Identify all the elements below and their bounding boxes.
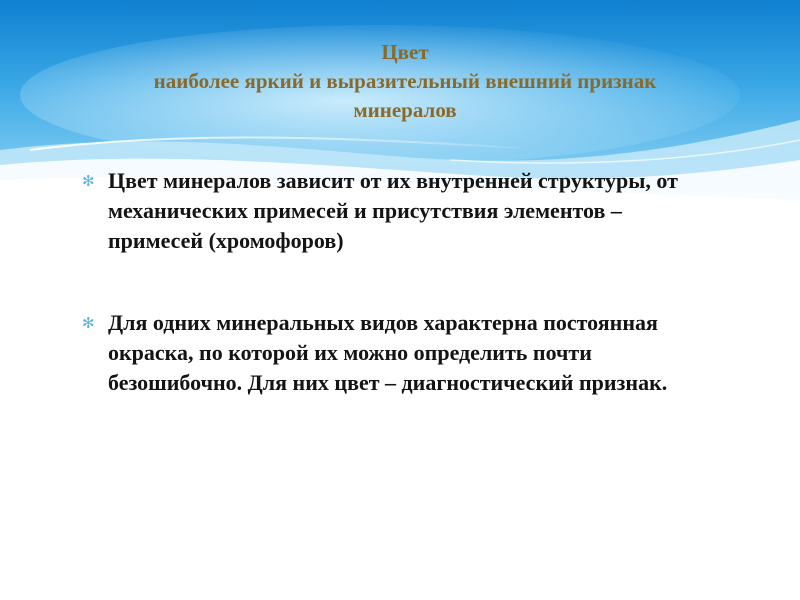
bullet-text: Для одних минеральных видов характерна постоянная окраска, по которой их можно определить почти безошибочно. Для них цвет – диагностический признак. — [108, 310, 668, 395]
bullet-text: Цвет минералов зависит от их внутренней структуры, от механических примесей и присутствия элементов – примесей (хромофоров) — [108, 168, 678, 253]
bullet-item — [80, 166, 720, 256]
title-line-1: Цвет — [381, 40, 429, 64]
bullet-item — [80, 308, 720, 398]
asterisk-bullet-icon: ✻ — [82, 316, 95, 332]
title-line-2: наиболее яркий и выразительный внешний признак — [153, 69, 657, 93]
title-line-3: минералов — [353, 98, 457, 122]
bullet-list — [80, 166, 720, 398]
asterisk-bullet-icon: ✻ — [82, 174, 95, 190]
slide-title — [40, 38, 770, 125]
